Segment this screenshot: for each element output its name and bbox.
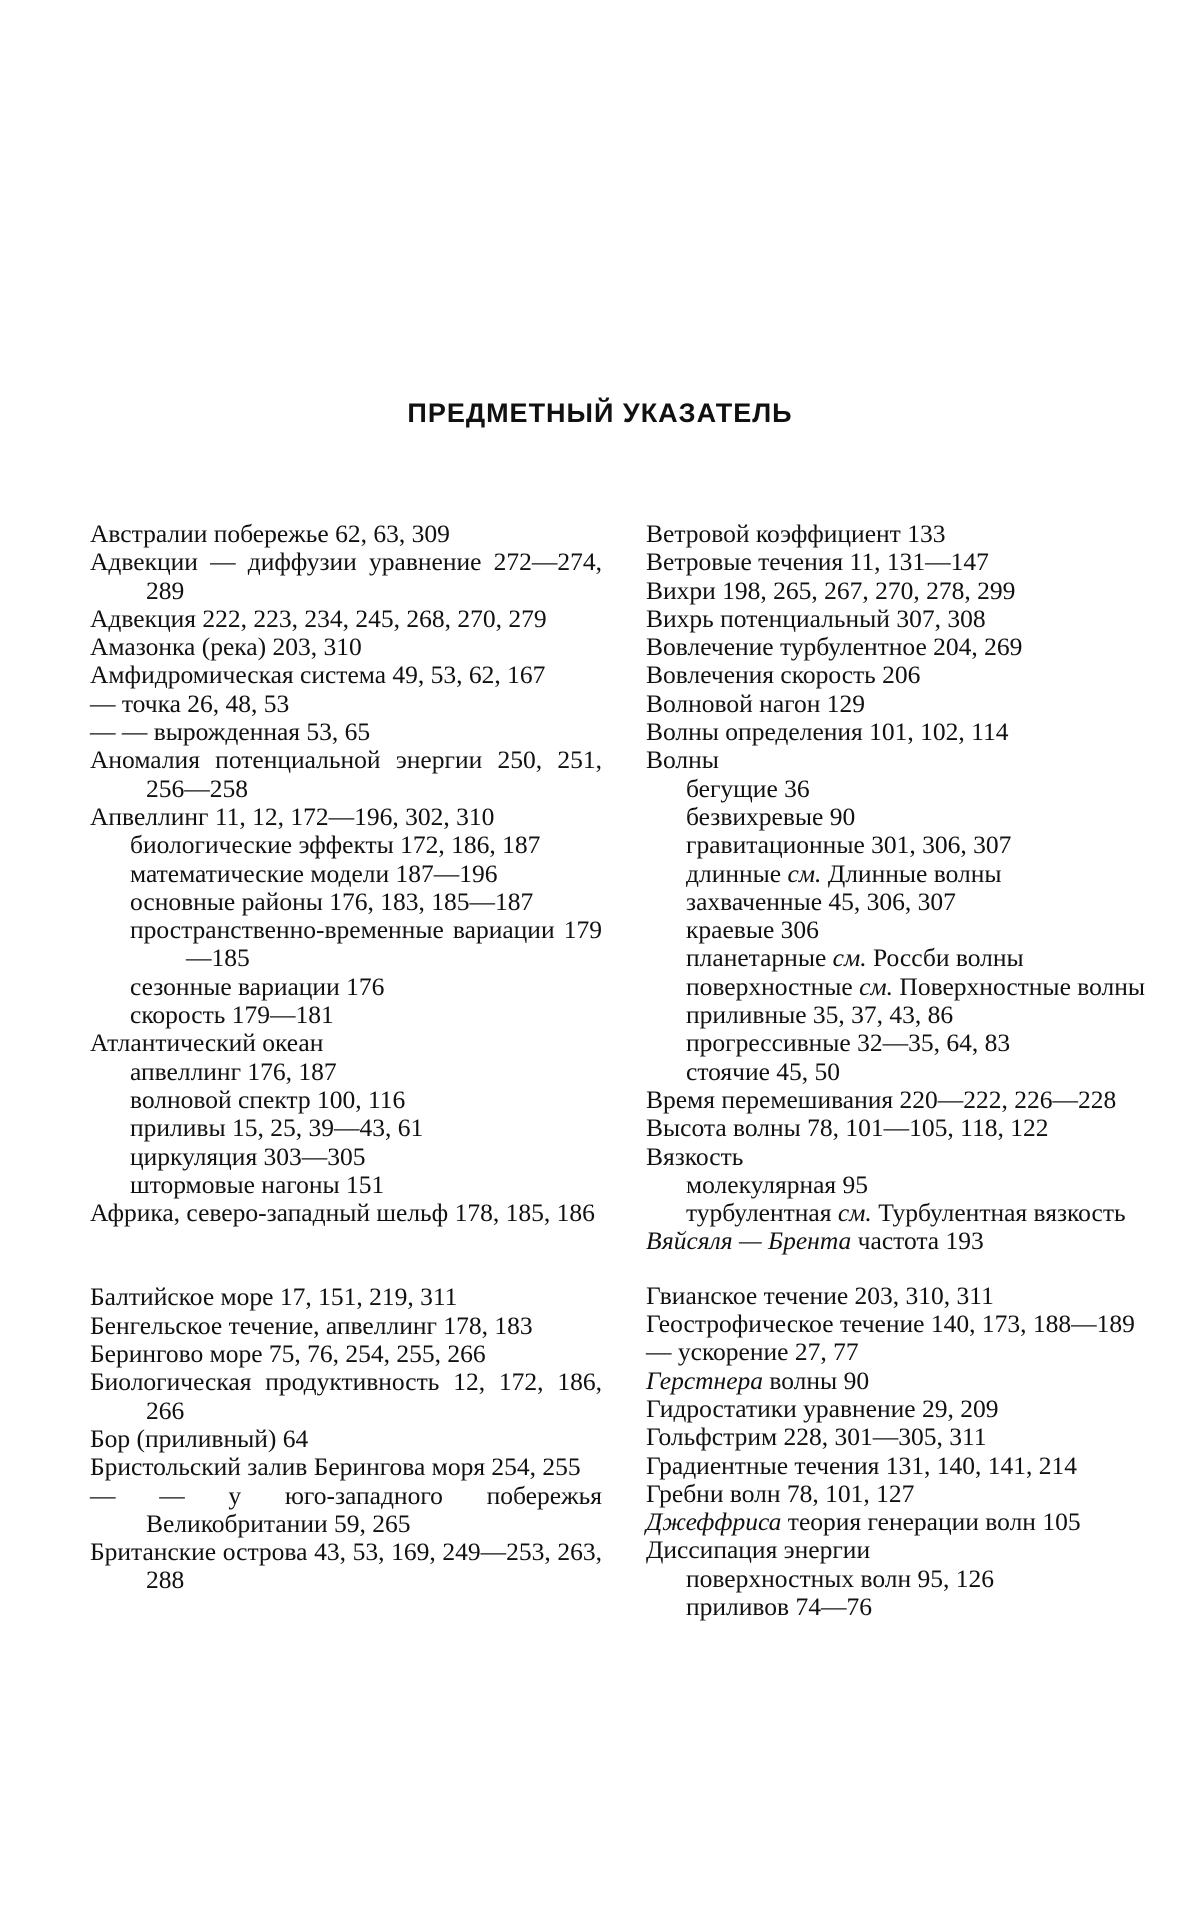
index-entry-text: Аномалия потенциальной энергии 250, 251, 256—258 — [90, 745, 602, 803]
index-entry-text: Вихрь потенциальный 307, 308 — [646, 603, 986, 633]
index-entry — [90, 973, 602, 1001]
page-title: ПРЕДМЕТНЫЙ УКАЗАТЕЛЬ — [407, 398, 793, 428]
index-entry — [646, 803, 1158, 831]
index-entry-text: приливов 74—76 — [686, 1591, 872, 1621]
index-entry — [646, 1565, 1158, 1593]
index-entry-text: Волны определения 101, 102, 114 — [646, 717, 1009, 747]
index-entry-text: волновой спектр 100, 116 — [130, 1084, 406, 1114]
index-entry-pages: теория генерации волн 105 — [781, 1507, 1081, 1537]
index-column-right — [646, 520, 1158, 1621]
index-entry-text: апвеллинг 176, 187 — [130, 1056, 337, 1086]
index-entry — [90, 916, 602, 973]
index-entry — [646, 1310, 1158, 1338]
index-entry-text: Волны — [646, 745, 719, 775]
index-entry — [646, 1171, 1158, 1199]
index-entry — [646, 605, 1158, 633]
index-entry-pages: Поверхностные волны — [893, 971, 1146, 1001]
index-entry-text: приливные 35, 37, 43, 86 — [686, 1000, 954, 1030]
index-entry — [646, 1086, 1158, 1114]
index-entry — [90, 661, 602, 689]
index-entry-text: Вихри 198, 265, 267, 270, 278, 299 — [646, 575, 1016, 605]
index-entry-pages: Россби волны — [866, 943, 1024, 973]
index-entry — [646, 944, 1158, 972]
index-entry — [646, 520, 1158, 548]
index-entry — [90, 860, 602, 888]
index-entry-text: турбулентная — [686, 1198, 832, 1228]
index-entry — [90, 1058, 602, 1086]
index-entry — [646, 1452, 1158, 1480]
index-entry — [90, 1482, 602, 1539]
index-entry — [90, 1029, 602, 1057]
index-entry — [646, 690, 1158, 718]
index-entry-text: скорость 179—181 — [130, 1000, 334, 1030]
index-entry-text: Гребни волн 78, 101, 127 — [646, 1478, 915, 1508]
index-entry-text: Вязкость — [646, 1141, 744, 1171]
index-entry-text: математические модели 187—196 — [130, 858, 498, 888]
index-entry — [90, 831, 602, 859]
index-entry — [646, 1480, 1158, 1508]
index-entry-italic-term: Вяйсяля — Брента — [646, 1226, 852, 1256]
index-entry-text: Высота волны 78, 101—105, 118, 122 — [646, 1113, 1049, 1143]
index-entry-text: Апвеллинг 11, 12, 172—196, 302, 310 — [90, 801, 495, 831]
index-entry — [90, 1199, 602, 1227]
index-entry — [90, 1368, 602, 1425]
index-entry — [646, 718, 1158, 746]
index-entry-text: — — вырожденная 53, 65 — [90, 717, 371, 747]
index-entry-pages: Турбулентная вязкость — [871, 1198, 1126, 1228]
index-entry — [90, 1312, 602, 1340]
index-entry-text: Британские острова 43, 53, 169, 249—253, 263, 288 — [90, 1537, 602, 1595]
index-entry-text: — точка 26, 48, 53 — [90, 688, 290, 718]
index-entry — [646, 1536, 1158, 1564]
index-entry-text: Ветровые течения 11, 131—147 — [646, 547, 989, 577]
index-entry — [646, 1423, 1158, 1451]
index-entry — [646, 831, 1158, 859]
index-entry-pages: волны 90 — [763, 1365, 870, 1395]
index-entry-text: стоячие 45, 50 — [686, 1056, 841, 1086]
index-entry-text: бегущие 36 — [686, 773, 810, 803]
index-entry — [646, 746, 1158, 774]
index-entry — [90, 1114, 602, 1142]
index-entry-text: Адвекция 222, 223, 234, 245, 268, 270, 279 — [90, 603, 547, 633]
index-entry — [646, 661, 1158, 689]
index-entry-text: — — у юго-западного побережья Великобритании 59, 265 — [90, 1480, 602, 1538]
index-entry-pages: Длинные волны — [821, 858, 1002, 888]
index-entry — [646, 1508, 1158, 1536]
index-entry-text: основные районы 176, 183, 185—187 — [130, 886, 534, 916]
index-entry — [646, 1395, 1158, 1423]
index-entry — [646, 633, 1158, 661]
index-entry — [90, 718, 602, 746]
index-entry — [90, 803, 602, 831]
index-entry — [90, 746, 602, 803]
index-entry — [90, 888, 602, 916]
index-entry — [646, 1199, 1158, 1227]
index-entry-text: длинные — [686, 858, 782, 888]
index-entry-text: Гольфстрим 228, 301—305, 311 — [646, 1422, 987, 1452]
index-entry — [646, 916, 1158, 944]
index-entry-text: молекулярная 95 — [686, 1169, 869, 1199]
index-entry-text: Время перемешивания 220—222, 226—228 — [646, 1084, 1117, 1114]
index-entry-text: Биологическая продуктивность 12, 172, 186, 266 — [90, 1367, 602, 1425]
index-entry — [90, 1171, 602, 1199]
index-entry-see-reference: см. — [832, 943, 867, 973]
index-entry-see-reference: см. — [837, 1198, 872, 1228]
index-entry-text: Геострофическое течение 140, 173, 188—189 — [646, 1309, 1135, 1339]
index-entry-italic-term: Герстнера — [646, 1365, 764, 1395]
index-entry-text: Адвекции — диффузии уравнение 272—274, 289 — [90, 547, 602, 605]
index-entry-text: Амфидромическая система 49, 53, 62, 167 — [90, 660, 546, 690]
index-entry — [646, 1593, 1158, 1621]
index-entry-text: поверхностные — [686, 971, 853, 1001]
index-column-left — [90, 520, 602, 1595]
index-entry-text: Австралии побережье 62, 63, 309 — [90, 519, 450, 548]
index-entry-text: Атлантический океан — [90, 1028, 324, 1058]
index-entry — [646, 973, 1158, 1001]
index-entry — [646, 1143, 1158, 1171]
index-entry-italic-term: Джеффриса — [646, 1507, 782, 1537]
index-entry — [90, 1340, 602, 1368]
index-entry-text: Волновой нагон 129 — [646, 688, 865, 718]
index-entry-text: Бенгельское течение, апвеллинг 178, 183 — [90, 1310, 533, 1340]
index-entry — [646, 548, 1158, 576]
index-entry-text: штормовые нагоны 151 — [130, 1169, 385, 1199]
index-entry-see-reference: см. — [859, 971, 894, 1001]
index-entry-text: краевые 306 — [686, 915, 819, 945]
index-entry — [646, 888, 1158, 916]
index-entry-text: циркуляция 303—305 — [130, 1141, 366, 1171]
index-entry — [90, 1453, 602, 1481]
index-entry — [646, 1282, 1158, 1310]
index-entry — [646, 1367, 1158, 1395]
index-entry — [646, 1114, 1158, 1142]
index-entry-text: сезонные вариации 176 — [130, 971, 385, 1001]
index-entry — [90, 1001, 602, 1029]
index-entry — [646, 1001, 1158, 1029]
index-entry-text: приливы 15, 25, 39—43, 61 — [130, 1113, 424, 1143]
index-entry — [646, 577, 1158, 605]
index-entry-text: захваченные 45, 306, 307 — [686, 886, 956, 916]
index-entry-text: Градиентные течения 131, 140, 141, 214 — [646, 1450, 1078, 1480]
index-entry-text: Диссипация энергии — [646, 1535, 871, 1565]
index-entry — [90, 1538, 602, 1595]
index-entry-text: Вовлечение турбулентное 204, 269 — [646, 632, 1023, 662]
index-entry-text: биологические эффекты 172, 186, 187 — [130, 830, 541, 860]
index-entry-text: поверхностных волн 95, 126 — [686, 1563, 995, 1593]
index-entry — [90, 548, 602, 605]
index-entry-text: Ветровой коэффициент 133 — [646, 519, 946, 548]
index-entry-see-reference: см. — [787, 858, 822, 888]
index-entry — [90, 1143, 602, 1171]
index-entry-text: Африка, северо-западный шельф 178, 185, 186 — [90, 1198, 595, 1228]
index-entry — [646, 1058, 1158, 1086]
index-entry — [90, 520, 602, 548]
index-entry — [90, 605, 602, 633]
index-entry — [646, 1227, 1158, 1255]
index-entry-text: Берингово море 75, 76, 254, 255, 266 — [90, 1339, 486, 1369]
index-entry-text: пространственно-временные вариации 179—185 — [130, 915, 602, 973]
index-entry — [646, 860, 1158, 888]
index-entry-text: Амазонка (река) 203, 310 — [90, 632, 362, 662]
index-entry-text: Вовлечения скорость 206 — [646, 660, 921, 690]
index-entry-text: прогрессивные 32—35, 64, 83 — [686, 1028, 1011, 1058]
index-entry — [90, 1283, 602, 1311]
index-entry-text: Гвианское течение 203, 310, 311 — [646, 1280, 994, 1310]
index-entry — [90, 633, 602, 661]
index-entry-text: безвихревые 90 — [686, 801, 856, 831]
index-entry — [646, 775, 1158, 803]
index-entry — [646, 1029, 1158, 1057]
index-entry-text: Бор (приливный) 64 — [90, 1423, 309, 1453]
index-entry-text: планетарные — [686, 943, 827, 973]
index-entry-text: Гидростатики уравнение 29, 209 — [646, 1393, 999, 1423]
index-entry-text: гравитационные 301, 306, 307 — [686, 830, 1012, 860]
index-entry — [90, 690, 602, 718]
index-entry-text: — ускорение 27, 77 — [646, 1337, 859, 1367]
index-entry-pages: частота 193 — [851, 1226, 984, 1256]
index-entry — [90, 1425, 602, 1453]
index-entry — [646, 1338, 1158, 1366]
index-entry — [90, 1086, 602, 1114]
index-entry-text: Балтийское море 17, 151, 219, 311 — [90, 1282, 458, 1312]
index-entry-text: Бристольский залив Берингова моря 254, 255 — [90, 1452, 581, 1482]
